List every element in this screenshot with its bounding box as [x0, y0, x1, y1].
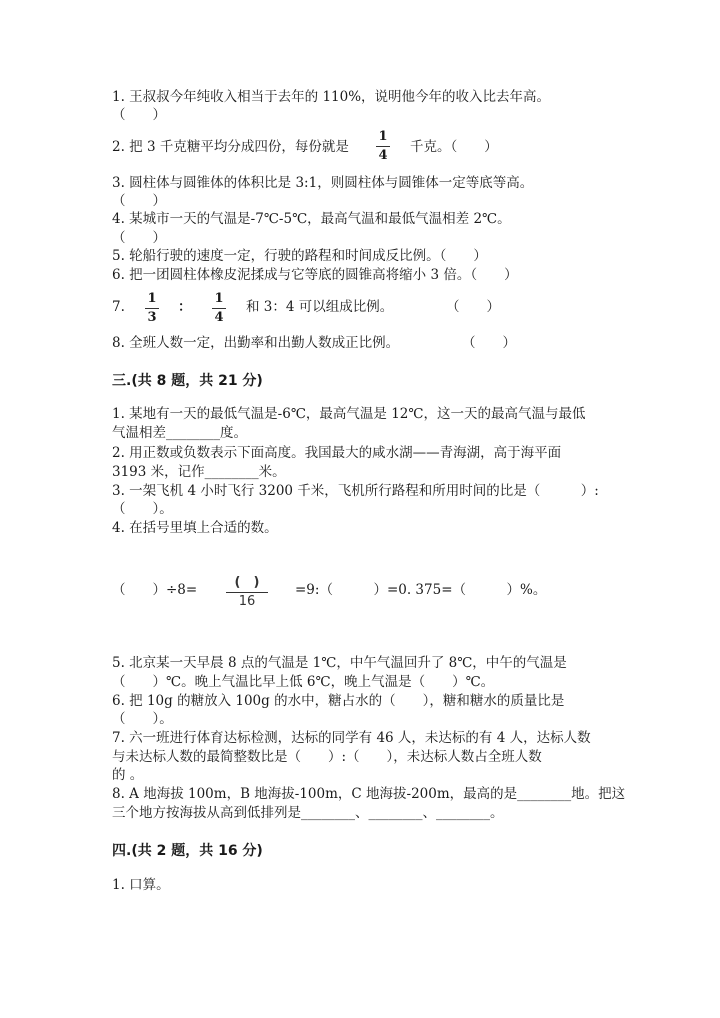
tf-answer-4[interactable]: （ ）	[112, 230, 166, 246]
tf-question-2-suffix: 千克。（ ）	[410, 139, 498, 155]
fill-question-2-line-1: 2. 用正数或负数表示下面高度。我国最大的咸水湖——青海湖，高于海平面	[112, 445, 562, 461]
fraction-numerator[interactable]: ( )	[234, 575, 260, 590]
equation-left: （ ）÷8=	[112, 582, 198, 598]
fraction-numerator: 1	[147, 291, 157, 306]
tf-question-1: 1. 王叔叔今年纯收入相当于去年的 110%，说明他今年的收入比去年高。	[112, 89, 551, 105]
fill-question-4: 4. 在括号里填上合适的数。	[112, 520, 278, 536]
fill-question-7-line-1: 7. 六一班进行体育达标检测，达标的同学有 46 人，未达标的有 4 人，达标人数	[112, 730, 591, 746]
fraction-bar	[226, 592, 268, 593]
fraction-one-third	[145, 292, 159, 325]
tf-question-3: 3. 圆柱体与圆锥体的体积比是 3:1，则圆柱体与圆锥体一定等底等高。	[112, 175, 534, 191]
tf-answer-8[interactable]: （ ）	[462, 335, 516, 351]
fill-question-3-line-1: 3. 一架飞机 4 小时飞行 3200 千米，飞机所行路程和所用时间的比是（ ）:	[112, 483, 599, 499]
tf-question-7-number: 7.	[112, 299, 125, 315]
equation-right: =9:（ ）=0. 375=（ ）%。	[295, 582, 547, 598]
fraction-numerator: 1	[378, 129, 388, 144]
fill-question-5-line-1: 5. 北京某一天早晨 8 点的气温是 1℃，中午气温回升了 8℃，中午的气温是	[112, 655, 567, 671]
tf-answer-1[interactable]: （ ）	[112, 107, 166, 123]
fill-question-2-line-2: 3193 米，记作________米。	[112, 464, 286, 480]
section-3-title: 三.(共 8 题，共 21 分)	[112, 373, 263, 389]
tf-question-5: 5. 轮船行驶的速度一定，行驶的路程和时间成反比例。（ ）	[112, 248, 487, 264]
tf-question-6: 6. 把一团圆柱体橡皮泥揉成与它等底的圆锥高将缩小 3 倍。（ ）	[112, 267, 518, 283]
tf-answer-7[interactable]: （ ）	[446, 299, 500, 315]
fraction-numerator: 1	[214, 291, 224, 306]
fraction-bar	[376, 146, 390, 147]
fill-question-8-line-2: 三个地方按海拔从高到低排列是________、________、________。	[112, 805, 504, 821]
fraction-blank-over-16	[226, 576, 268, 609]
tf-question-4: 4. 某城市一天的气温是-7℃-5℃，最高气温和最低气温相差 2℃。	[112, 211, 511, 227]
fill-question-7-line-3: 的 。	[112, 767, 144, 783]
fill-question-6-line-2: （ ）。	[112, 711, 173, 727]
fill-question-8-line-1: 8. A 地海拔 100m，B 地海拔-100m，C 地海拔-200m，最高的是________地。把这	[112, 786, 626, 802]
fill-question-6-line-1: 6. 把 10g 的糖放入 100g 的水中，糖占水的（ ），糖和糖水的质量比是	[112, 693, 565, 709]
fraction-bar	[145, 308, 159, 309]
ratio-colon: ：	[178, 299, 192, 315]
tf-question-7-suffix: 和 3：4 可以组成比例。	[246, 299, 394, 315]
fill-question-7-line-2: 与未达标人数的最简整数比是（ ）:（ ），未达标人数占全班人数	[112, 749, 542, 765]
tf-answer-3[interactable]: （ ）	[112, 193, 166, 209]
fraction-denominator: 16	[238, 594, 256, 609]
calc-question-1: 1. 口算。	[112, 877, 170, 893]
tf-question-8: 8. 全班人数一定，出勤率和出勤人数成正比例。	[112, 335, 400, 351]
fill-question-1-line-1: 1. 某地有一天的最低气温是-6℃，最高气温是 12℃，这一天的最高气温与最低	[112, 406, 586, 422]
fraction-denominator: 4	[214, 310, 224, 325]
tf-question-2-prefix: 2. 把 3 千克糖平均分成四份，每份就是	[112, 139, 349, 155]
fill-question-5-line-2: （ ）℃。晚上气温比早上低 6℃，晚上气温是（ ）℃。	[112, 674, 495, 690]
section-4-title: 四.(共 2 题，共 16 分)	[112, 843, 263, 859]
fraction-one-quarter	[376, 130, 390, 163]
fraction-denominator: 3	[147, 310, 157, 325]
fraction-bar	[212, 308, 226, 309]
fill-question-1-line-2: 气温相差________度。	[112, 425, 247, 441]
fill-question-3-line-2: （ ）。	[112, 501, 173, 517]
fraction-denominator: 4	[378, 148, 388, 163]
fraction-one-quarter-b	[212, 292, 226, 325]
